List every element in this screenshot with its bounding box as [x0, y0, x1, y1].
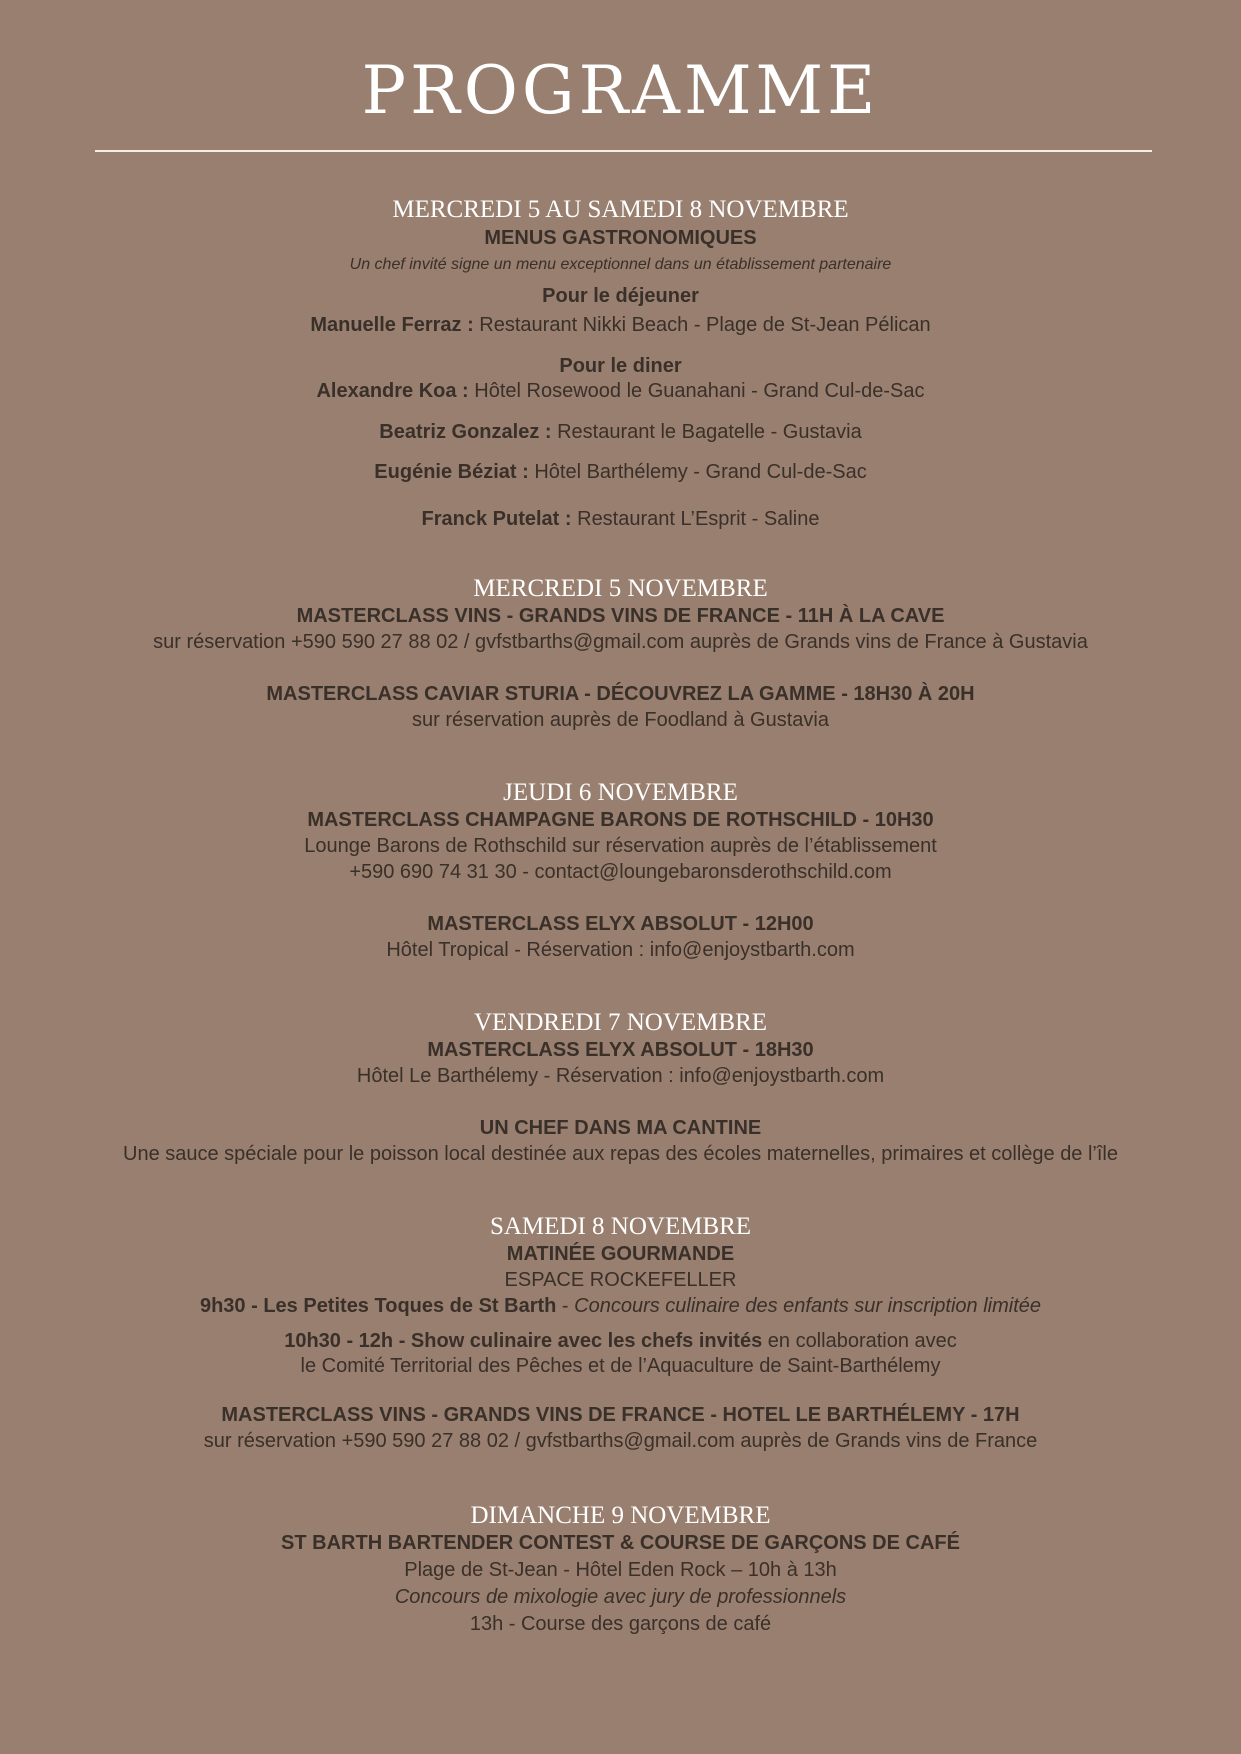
schedule-description: en collaboration avec	[762, 1330, 957, 1352]
event-info: 13h - Course des garçons de café	[469, 1613, 772, 1635]
day-heading-wed-sat: MERCREDI 5 AU SAMEDI 8 NOVEMBRE	[392, 196, 849, 223]
event-info: le Comité Territorial des Pêches et de l’Aquaculture de Saint-Barthélemy	[300, 1355, 941, 1377]
schedule-time-title: 10h30 - 12h - Show culinaire avec les chefs invités	[284, 1330, 763, 1352]
event-title: MASTERCLASS VINS - GRANDS VINS DE FRANCE - 11H À LA CAVE	[296, 605, 945, 627]
lunch-label: Pour le déjeuner	[542, 285, 699, 307]
day-heading-sat: SAMEDI 8 NOVEMBRE	[489, 1213, 752, 1240]
day-heading-sun: DIMANCHE 9 NOVEMBRE	[470, 1502, 771, 1529]
day-heading-thu: JEUDI 6 NOVEMBRE	[503, 779, 738, 806]
schedule-time-title: 9h30 - Les Petites Toques de St Barth	[199, 1295, 557, 1317]
dinner-label: Pour le diner	[559, 355, 682, 377]
schedule-separator: -	[556, 1295, 575, 1317]
chef-entry	[0, 507, 1241, 531]
event-info: Hôtel Le Barthélemy - Réservation : info@enjoystbarth.com	[356, 1065, 885, 1087]
schedule-description: Concours culinaire des enfants sur inscription limitée	[574, 1295, 1042, 1317]
event-title: ST BARTH BARTENDER CONTEST & COURSE DE GARÇONS DE CAFÉ	[281, 1532, 960, 1554]
event-title: MATINÉE GOURMANDE	[506, 1243, 735, 1265]
event-title: MASTERCLASS VINS - GRANDS VINS DE FRANCE - HOTEL LE BARTHÉLEMY - 17H	[221, 1404, 1020, 1426]
chef-name: Manuelle Ferraz :	[310, 314, 474, 336]
event-info: Hôtel Tropical - Réservation : info@enjoystbarth.com	[386, 939, 855, 961]
chef-name: Franck Putelat :	[421, 508, 572, 530]
event-info: Une sauce spéciale pour le poisson local destinée aux repas des écoles maternelles, primaires et collège de l’île	[123, 1143, 1118, 1165]
chef-name: Alexandre Koa :	[316, 380, 469, 402]
day-heading-wed: MERCREDI 5 NOVEMBRE	[473, 575, 768, 602]
event-info: Lounge Barons de Rothschild sur réservation auprès de l’établissement	[304, 835, 937, 857]
chef-entry	[0, 420, 1241, 444]
chef-name: Beatriz Gonzalez :	[379, 421, 552, 443]
event-info: Plage de St-Jean - Hôtel Eden Rock – 10h à 13h	[404, 1559, 837, 1581]
event-schedule-item	[0, 1294, 1241, 1318]
event-info: Concours de mixologie avec jury de professionnels	[394, 1586, 847, 1608]
chef-venue: Restaurant L’Esprit - Saline	[571, 508, 820, 530]
chef-entry	[0, 313, 1241, 337]
event-title-menus: MENUS GASTRONOMIQUES	[484, 227, 757, 249]
event-info: +590 690 74 31 30 - contact@loungebaronsderothschild.com	[349, 861, 892, 883]
chef-entry	[0, 460, 1241, 484]
chef-name: Eugénie Béziat :	[374, 461, 529, 483]
chef-venue: Restaurant Nikki Beach - Plage de St-Jean Pélican	[473, 314, 931, 336]
chef-entry	[0, 379, 1241, 403]
chef-venue: Hôtel Rosewood le Guanahani - Grand Cul-de-Sac	[468, 380, 925, 402]
event-title: MASTERCLASS ELYX ABSOLUT - 18H30	[427, 1039, 814, 1061]
event-venue: ESPACE ROCKEFELLER	[504, 1269, 737, 1291]
event-title: UN CHEF DANS MA CANTINE	[479, 1117, 762, 1139]
event-schedule-item	[0, 1329, 1241, 1353]
event-info: sur réservation +590 590 27 88 02 / gvfstbarths@gmail.com auprès de Grands vins de France	[203, 1430, 1038, 1452]
chef-venue: Restaurant le Bagatelle - Gustavia	[551, 421, 862, 443]
event-info: sur réservation +590 590 27 88 02 / gvfstbarths@gmail.com auprès de Grands vins de France à Gustavia	[153, 631, 1088, 653]
title-divider	[95, 150, 1152, 152]
page-title: PROGRAMME	[361, 52, 880, 129]
event-info: sur réservation auprès de Foodland à Gustavia	[412, 709, 829, 731]
event-title: MASTERCLASS CHAMPAGNE BARONS DE ROTHSCHILD - 10H30	[307, 809, 934, 831]
event-title: MASTERCLASS CAVIAR STURIA - DÉCOUVREZ LA GAMME - 18H30 À 20H	[266, 683, 975, 705]
chef-venue: Hôtel Barthélemy - Grand Cul-de-Sac	[528, 461, 867, 483]
event-subtitle-menus: Un chef invité signe un menu exceptionnel dans un établissement partenaire	[349, 256, 892, 273]
event-title: MASTERCLASS ELYX ABSOLUT - 12H00	[427, 913, 814, 935]
day-heading-fri: VENDREDI 7 NOVEMBRE	[473, 1009, 768, 1036]
